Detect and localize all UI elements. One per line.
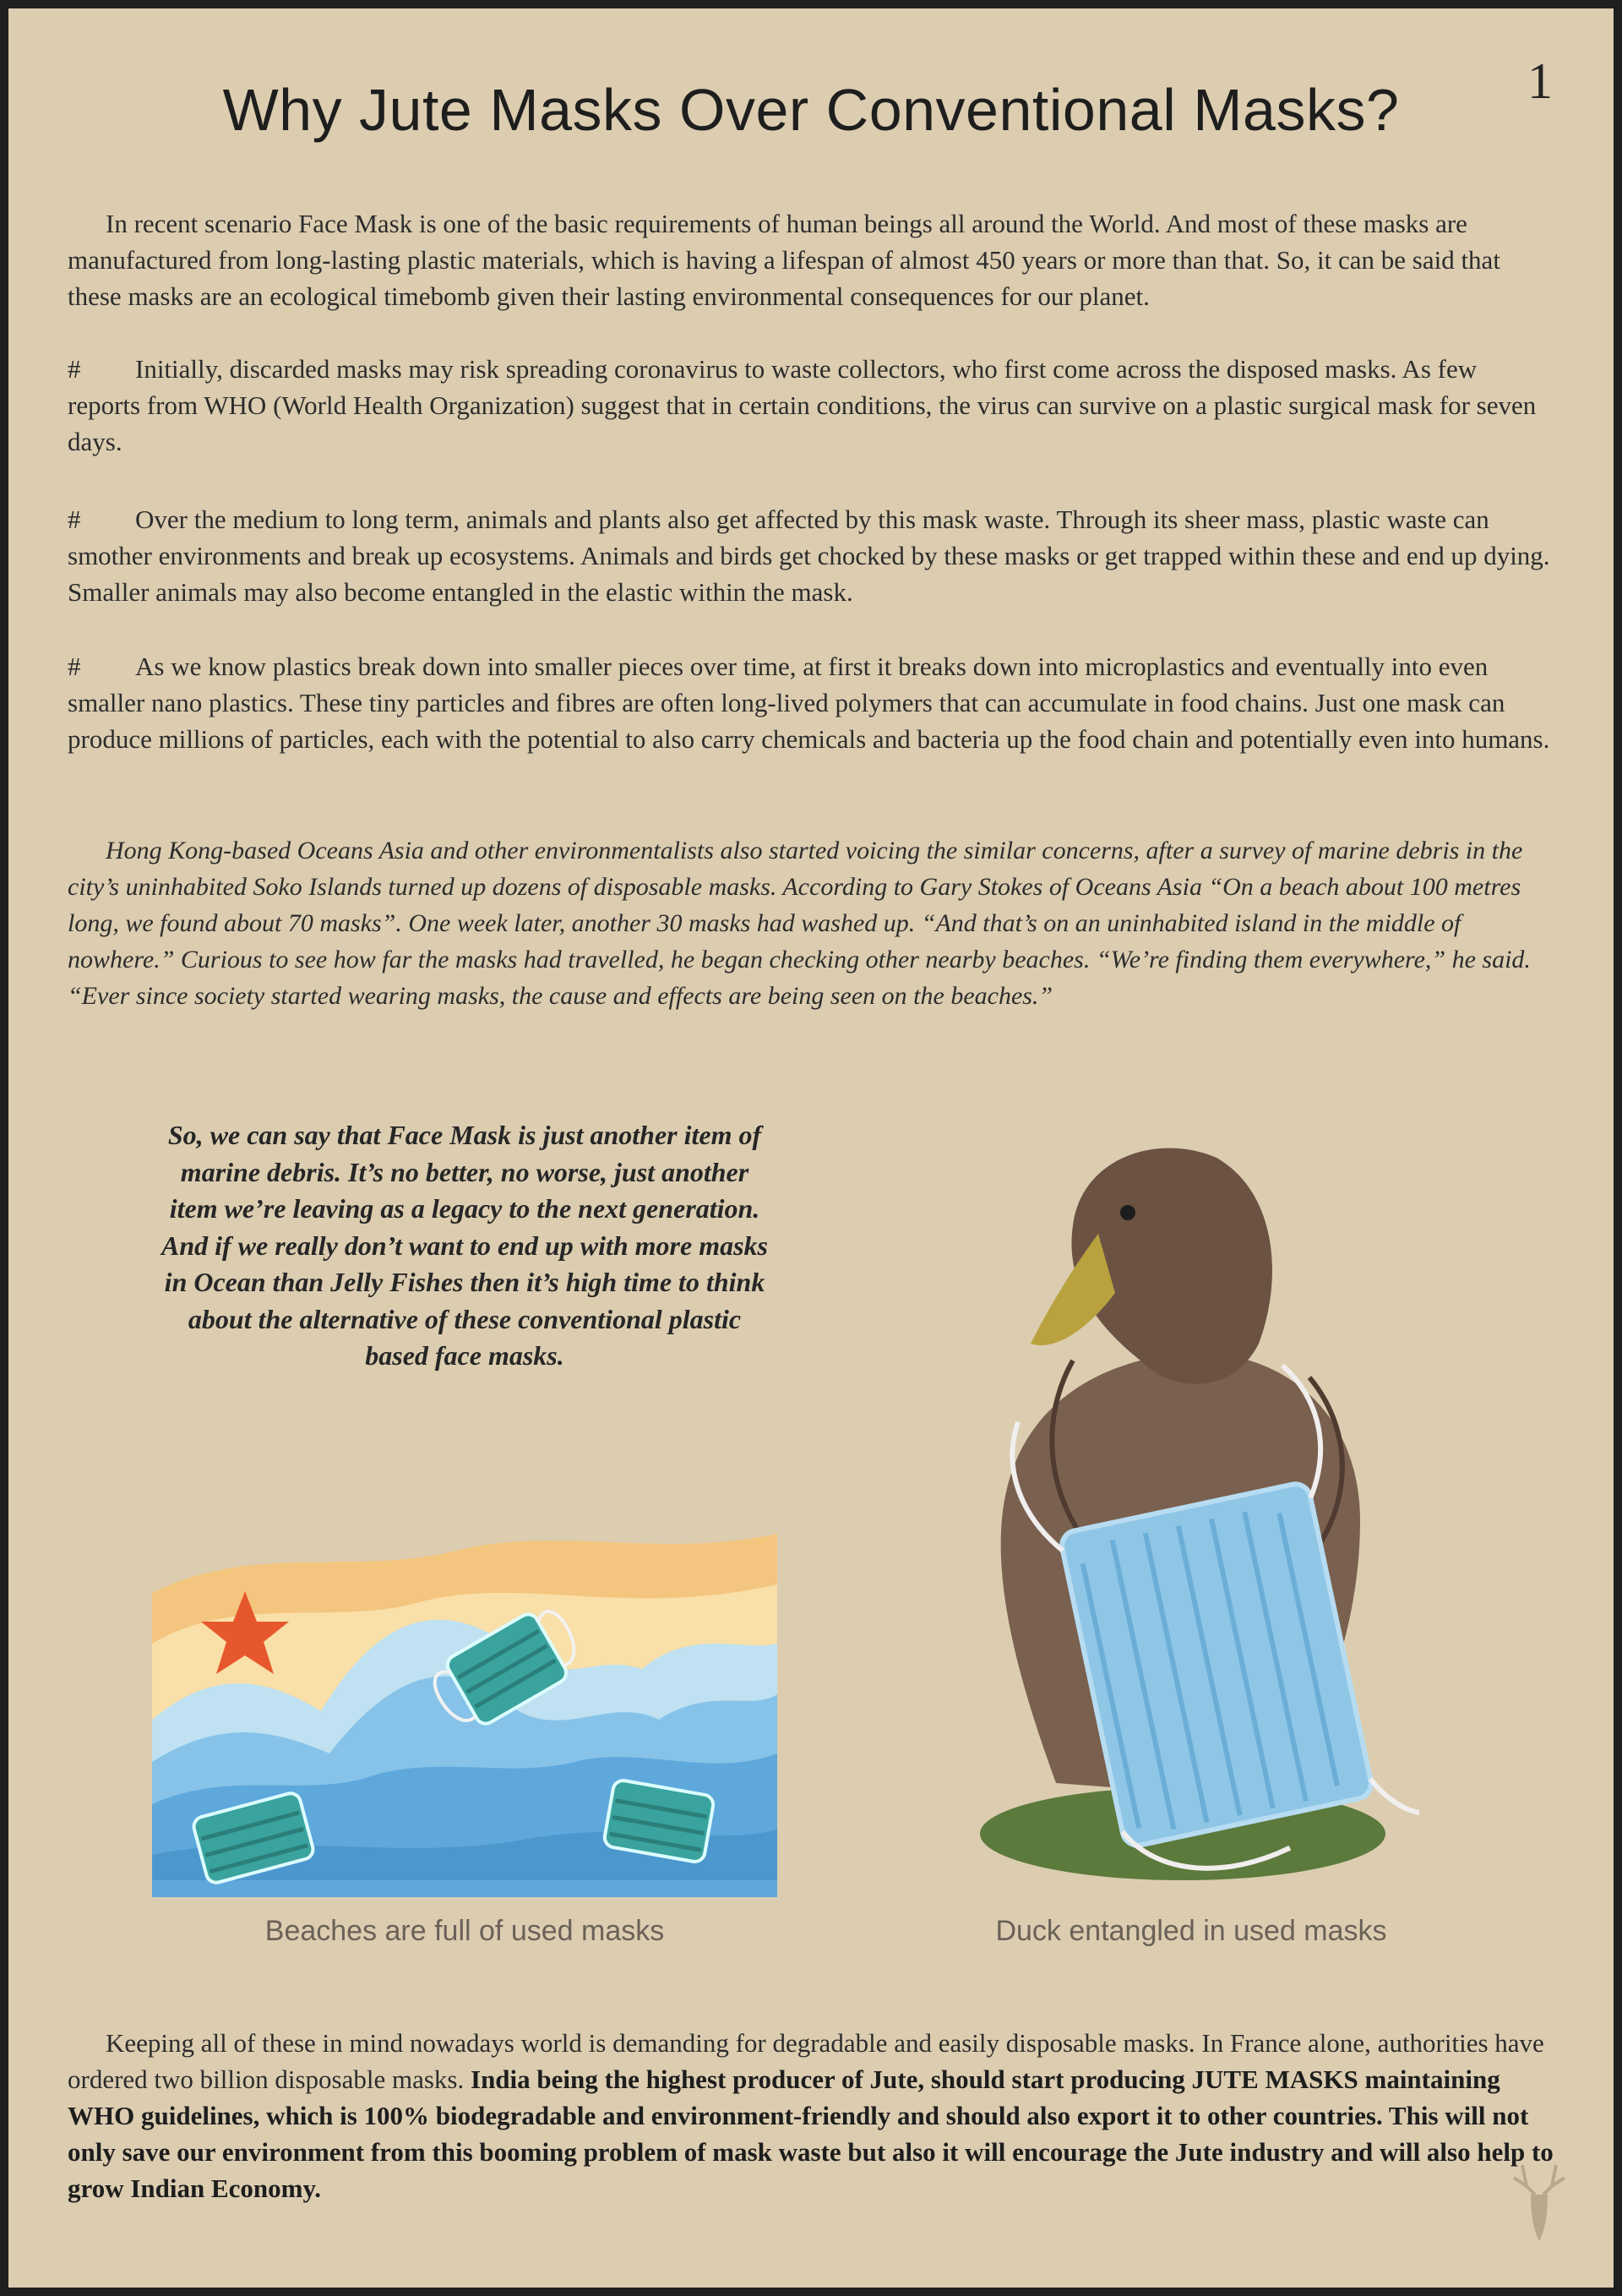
beach-illustration <box>152 1525 777 1897</box>
point-marker: # <box>68 354 81 384</box>
page-number: 1 <box>1527 53 1553 109</box>
quote-paragraph <box>68 832 1554 1014</box>
intro-paragraph <box>68 205 1554 314</box>
page <box>8 8 1614 2288</box>
conclusion-plain: Keeping all of these in mind nowadays world is demanding for degradable and easily disposable masks. In France alone, authorities have ordered two billion disposable masks. <box>68 2028 1544 2094</box>
beach-caption: Beaches are full of used masks <box>264 1915 665 1947</box>
conclusion-bold: India being the highest producer of Jute, should start producing JUTE MASKS maintaining WHO guidelines, which is 100% biodegradable and environment-friendly and should also export it to other countries. This will not only save our environment from this booming problem of mask waste but also it will encourage the Jute industry and will also help to grow Indian Economy. <box>68 2064 1554 2203</box>
point-text: Over the medium to long term, animals and plants also get affected by this mask waste. Through its sheer mass, plastic waste can smother environments and break up ecosystems. Animals and birds get chocked by these masks or get trapped within these and end up dying. Smaller animals may also become entangled in the elastic within the mask. <box>68 504 1550 607</box>
conclusion-paragraph <box>68 2025 1554 2206</box>
duck-eye <box>1120 1205 1135 1220</box>
duck-caption: Duck entangled in used masks <box>995 1915 1387 1947</box>
page-title: Why Jute Masks Over Conventional Masks? <box>222 77 1400 143</box>
point-text: Initially, discarded masks may risk spreading coronavirus to waste collectors, who first come across the disposed masks. As few reports from WHO (World Health Organization) suggest that in certain conditions, the virus can survive on a plastic surgical mask for seven days. <box>68 354 1537 456</box>
italic-text: Hong Kong-based Oceans Asia and other environmentalists also started voicing the similar concerns, after a survey of marine debris in the city’s uninhabited Soko Islands turned up dozens of disposable masks. According to Gary Stokes of Oceans Asia “On a beach about 100 metres long, we found about 70 masks”. One week later, another 30 masks had washed up. “And that’s on an uninhabited island in the middle of nowhere.” Curious to see how far the masks had travelled, he began checking other nearby beaches. “We’re finding them everywhere,” he said. “Ever since society started wearing masks, the cause and effects are being seen on the beaches.” <box>68 837 1531 1010</box>
point-paragraph-2 <box>68 501 1554 610</box>
point-paragraph-1 <box>68 351 1554 460</box>
deer-logo-icon <box>1497 2157 1581 2266</box>
point-marker: # <box>68 504 81 534</box>
point-marker: # <box>68 652 81 681</box>
duck-illustration <box>955 1141 1419 1884</box>
point-paragraph-3 <box>68 648 1554 757</box>
pull-quote: So, we can say that Face Mask is just another item of marine debris. It’s no better, no worse, just another item we’re leaving as a legacy to the next generation. And if we really don’t want to end up with more masks in Ocean than Jelly Fishes then it’s high time to think about the alternative of these conventional plastic based face masks. <box>161 1120 768 1371</box>
intro-text: In recent scenario Face Mask is one of the basic requirements of human beings all around the World. And most of these masks are manufactured from long-lasting plastic materials, which is having a lifespan of almost 450 years or more than that. So, it can be said that these masks are an ecological timebomb given their lasting environmental consequences for our planet. <box>68 209 1500 311</box>
point-text: As we know plastics break down into smaller pieces over time, at first it breaks down into microplastics and eventually into even smaller nano plastics. These tiny particles and fibres are often long-lived polymers that can accumulate in food chains. Just one mask can produce millions of particles, each with the potential to also carry chemicals and bacteria up the food chain and potentially even into humans. <box>68 652 1550 754</box>
